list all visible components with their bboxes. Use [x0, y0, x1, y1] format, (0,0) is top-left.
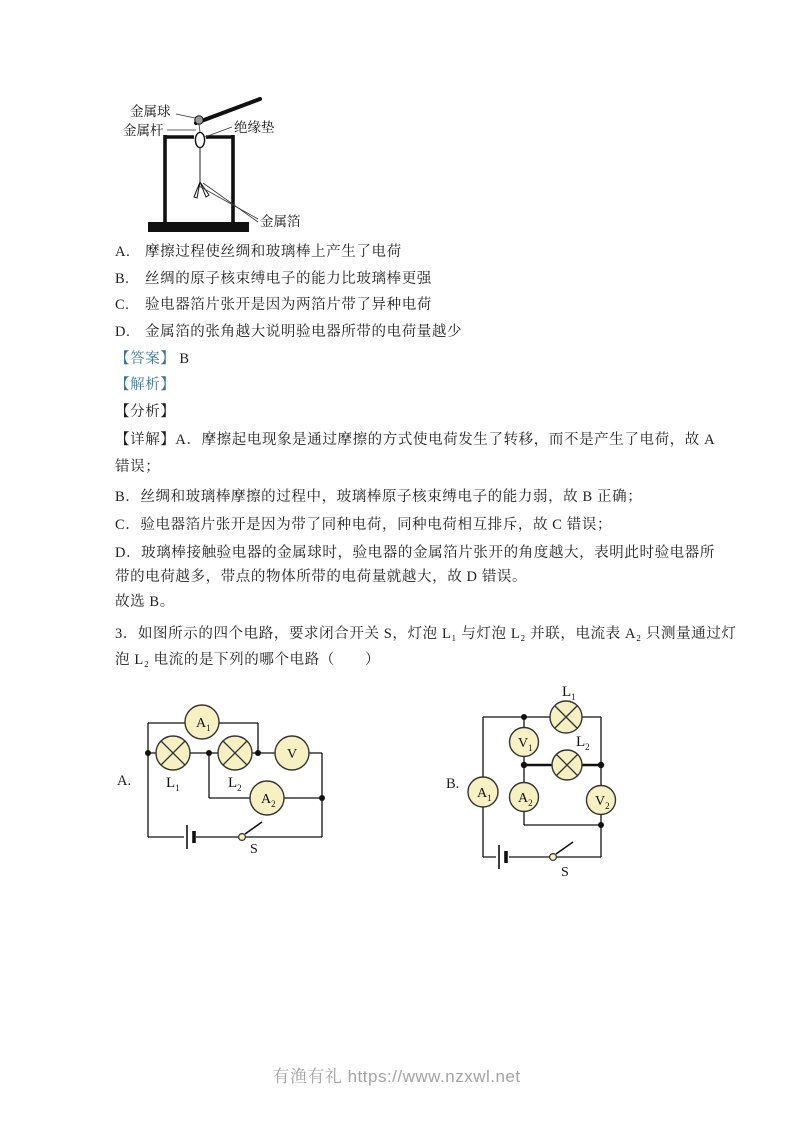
insulating-pad: [195, 132, 204, 147]
junction-dot: [206, 750, 212, 756]
option-c-text: 验电器箔片张开是因为两箔片带了异种电荷: [145, 297, 432, 313]
junction-dot: [521, 762, 527, 768]
battery-symbol: [187, 825, 194, 849]
detail-line-7: 故选 B。: [115, 594, 175, 610]
detail-line-2: 错误；: [115, 459, 161, 475]
metal-stem: [199, 124, 200, 132]
switch-label: S: [561, 865, 569, 880]
jiexi-tag: 【解析】: [115, 377, 176, 393]
label-metal-ball: 金属球: [130, 104, 171, 119]
option-b-key: B.: [115, 271, 130, 287]
option-c-key: C.: [115, 297, 130, 313]
lamp-l1: [156, 736, 190, 770]
voltmeter-v: [275, 736, 309, 770]
junction-dot: [255, 750, 261, 756]
ammeter-a2: [510, 783, 539, 812]
junction-dot: [598, 822, 604, 828]
svg-text:V: V: [287, 747, 298, 762]
pointer-metal-ball: [176, 114, 195, 118]
fenxi-tag: 【分析】: [115, 404, 176, 420]
svg-text:A1: $A_1$: [477, 786, 492, 803]
option-d: [115, 320, 462, 341]
label-metal-rod: 金属杆: [123, 123, 164, 138]
label-metal-foil: 金属箔: [260, 214, 301, 229]
voltmeter-v2: [587, 786, 616, 815]
answer-value: B: [179, 351, 190, 367]
question3-line-2: 泡 L₂ 电流的是下列的哪个电路（ ）: [115, 652, 381, 668]
electroscope-figure: [110, 85, 350, 237]
voltmeter-v1: [510, 728, 539, 757]
svg-text:A2: $A_2$: [261, 792, 276, 809]
ammeter-a1: [468, 777, 498, 807]
label-insulating-pad: 绝缘垫: [234, 120, 275, 135]
svg-text:V2: $V_2$: [595, 794, 610, 811]
electroscope-base: [148, 222, 249, 232]
lamp-l2-label: $L_2$: [228, 775, 242, 793]
circuit-b-letter: B.: [446, 776, 460, 792]
detail-line-3: B．丝绸和玻璃棒摩擦的过程中，玻璃棒原子核束缚电子的能力弱，故 B 正确；: [115, 489, 643, 505]
svg-text:A2: $A_2$: [518, 791, 533, 808]
battery-symbol: [499, 845, 506, 869]
junction-dot: [521, 714, 527, 720]
answer-line: [115, 347, 190, 368]
pointer-metal-foil-2: [203, 183, 258, 222]
jiexi-line: [115, 373, 175, 394]
detail-line-1: 【详解】A．摩擦起电现象是通过摩擦的方式使电荷发生了转移，而不是产生了电荷，故 A: [115, 432, 716, 448]
junction-dot: [145, 750, 151, 756]
option-c: [115, 293, 432, 314]
switch-label: S: [250, 842, 258, 857]
junction-dot: [598, 762, 604, 768]
option-d-key: D.: [115, 324, 131, 340]
option-a: [115, 240, 402, 261]
circuit-b-figure: [452, 683, 622, 895]
metal-ball: [195, 116, 203, 124]
question3-line-1: 3．如图所示的四个电路，要求闭合开关 S，灯泡 L₁ 与灯泡 L₂ 并联，电流表 A₂ 只测量通过灯: [115, 626, 737, 642]
lamp-l2-label: $L_2$: [576, 734, 590, 752]
lamp-l2: [552, 750, 582, 780]
ammeter-a2: [250, 781, 284, 815]
metal-foil-left-leaf: [194, 182, 200, 198]
detail-line-6: 带的电荷越多，带点的物体所带的电荷量就越大，故 D 错误。: [115, 569, 528, 585]
svg-text:V1: $V_1$: [518, 736, 533, 753]
pointer-metal-foil-1: [199, 186, 258, 219]
circuit-a-letter: A.: [117, 773, 132, 789]
option-d-text: 金属箔的张角越大说明验电器所带的电荷量越少: [145, 324, 463, 340]
lamp-l2: [218, 736, 252, 770]
lamp-l1-label: $L_1$: [166, 775, 180, 793]
footer-watermark: 有渔有礼 https://www.nzxwl.net: [272, 1067, 521, 1086]
option-b: [115, 267, 432, 288]
svg-text:A1: $A_1$: [196, 716, 211, 733]
detail-line-4: C．验电器箔片张开是因为带了同种电荷，同种电荷相互排斥，故 C 错误；: [115, 517, 613, 533]
junction-dot: [319, 795, 325, 801]
fenxi-line: [115, 400, 175, 421]
option-b-text: 丝绸的原子核束缚电子的能力比玻璃棒更强: [145, 271, 432, 287]
ammeter-a1: [185, 705, 219, 739]
detail-line-5: D．玻璃棒接触验电器的金属球时，验电器的金属箔片张开的角度越大，表明此时验电器所: [115, 545, 715, 561]
option-a-key: A.: [115, 244, 131, 260]
answer-tag: 【答案】: [115, 351, 176, 367]
lamp-l1-label: $L_1$: [562, 684, 576, 702]
lamp-l1: [550, 701, 582, 733]
circuit-a-figure: [138, 700, 338, 860]
option-a-text: 摩擦过程使丝绸和玻璃棒上产生了电荷: [145, 244, 402, 260]
